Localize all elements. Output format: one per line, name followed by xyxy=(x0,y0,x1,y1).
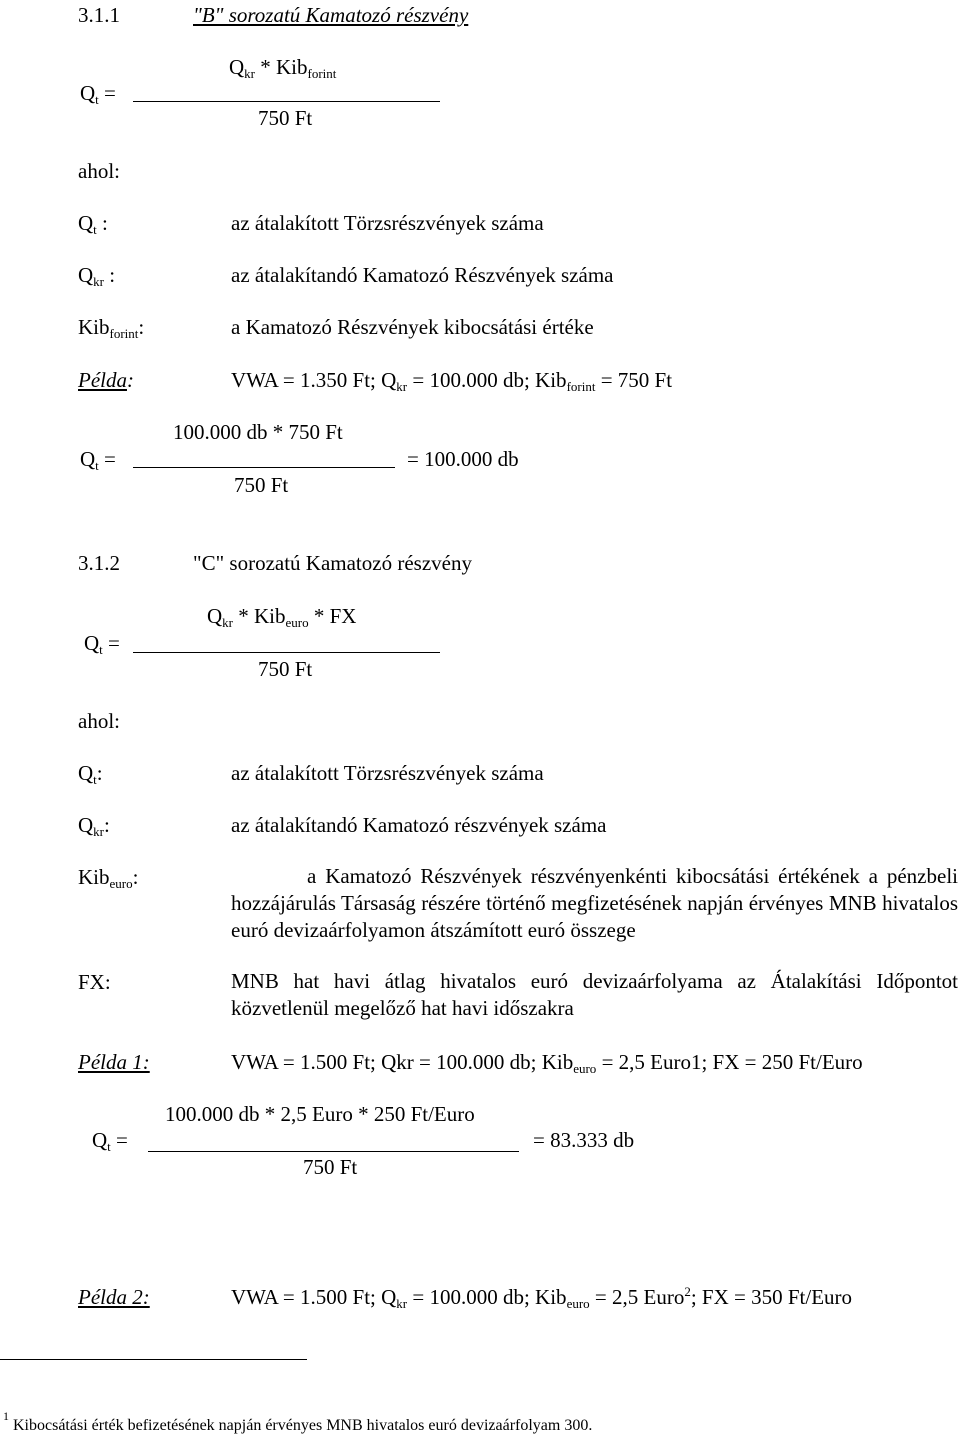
calc2-denominator: 750 Ft xyxy=(303,1155,358,1179)
pelda2-label: Példa 2: xyxy=(78,1285,150,1309)
calc-numerator: 100.000 db * 750 Ft xyxy=(173,420,343,444)
footnote: $^1$ Kibocsátási érték befizetésének napján érvényes MNB hivatalos euró devizaárfolyam 300. xyxy=(3,1409,593,1434)
formula2-fraction-line xyxy=(133,652,440,653)
def-symbol-kib-forint: Kib$_{forint}$: xyxy=(78,315,145,341)
formula-denominator: 750 Ft xyxy=(258,106,313,130)
calc2-lhs: $Q_t$ = xyxy=(92,1128,128,1154)
formula-numerator: $Q_{kr} * Kib_{forint}$ xyxy=(229,55,337,81)
calc-result: = 100.000 db xyxy=(407,447,519,471)
ahol2-label: ahol: xyxy=(78,709,120,733)
calc2-fraction-line xyxy=(148,1151,519,1152)
formula2-denominator: 750 Ft xyxy=(258,657,313,681)
formula2-lhs: $Q_t$ = xyxy=(84,631,120,657)
def2-text-fx: MNB hat havi átlag hivatalos euró devizaárfolyama az Átalakítási Időpontot közvetlenül megelőző hat havi időszakra xyxy=(231,969,958,1020)
calc2-numerator: 100.000 db * 2,5 Euro * 250 Ft/Euro xyxy=(165,1102,475,1126)
def2-text-qt: az átalakított Törzsrészvények száma xyxy=(231,761,544,785)
pelda2-text: VWA = 1.500 Ft; $Q_{kr} = 100.000$ db; Kib$_{euro}$ = 2,5 Euro$^2$; FX = 350 Ft/Euro xyxy=(231,1284,853,1311)
ahol-label: ahol: xyxy=(78,159,120,183)
def-symbol-qkr: $Q_{kr}$ : xyxy=(78,263,116,289)
calc-fraction-line xyxy=(133,467,395,468)
calc-denominator: 750 Ft xyxy=(234,473,289,497)
fraction-line xyxy=(133,101,440,102)
def2-symbol-fx: FX: xyxy=(78,970,111,994)
pelda1-text: VWA = 1.500 Ft; Qkr = 100.000 db; Kib$_{euro}$ = 2,5 Euro1; FX = 250 Ft/Euro xyxy=(231,1050,863,1076)
formula2-numerator: $Q_{kr} * Kib_{euro}$ * FX xyxy=(207,604,357,630)
section-number-3-1-2: 3.1.2 xyxy=(78,551,120,575)
def-symbol-qt: $Q_t$ : xyxy=(78,211,108,237)
def2-symbol-kib-euro: Kib$_{euro}$: xyxy=(78,865,139,891)
def-text-qt: az átalakított Törzsrészvények száma xyxy=(231,211,544,235)
calc2-result: = 83.333 db xyxy=(533,1128,635,1152)
section-title-b-series: "B" sorozatú Kamatozó részvény xyxy=(193,3,469,27)
def-text-kib-forint: a Kamatozó Részvények kibocsátási értéke xyxy=(231,315,594,339)
def2-symbol-qkr: $Q_{kr}$: xyxy=(78,813,110,839)
section-title-c-series: "C" sorozatú Kamatozó részvény xyxy=(193,551,472,575)
def2-text-qkr: az átalakítandó Kamatozó részvények száma xyxy=(231,813,607,837)
formula-lhs: $Q_t$ = xyxy=(80,81,116,107)
def2-symbol-qt: $Q_t$: xyxy=(78,761,103,787)
def-text-qkr: az átalakítandó Kamatozó Részvények száma xyxy=(231,263,614,287)
footnote-separator xyxy=(0,1359,307,1360)
pelda1-label: Példa 1: xyxy=(78,1050,150,1074)
pelda-label: Példa: xyxy=(78,368,134,392)
pelda-text: VWA = 1.350 Ft; $Q_{kr} = 100.000$ db; Kib$_{forint}$ = 750 Ft xyxy=(231,368,673,394)
calc-lhs: $Q_t$ = xyxy=(80,447,116,473)
section-number-3-1-1: 3.1.1 xyxy=(78,3,120,27)
def2-text-kib-euro: a Kamatozó Részvények részvényenkénti kibocsátási értékének a pénzbeli hozzájárulás Társaság részére történő megfizetésének napján érvényes MNB hivatalos euró devizaárfolyamon átszámított euró összege xyxy=(231,864,958,942)
